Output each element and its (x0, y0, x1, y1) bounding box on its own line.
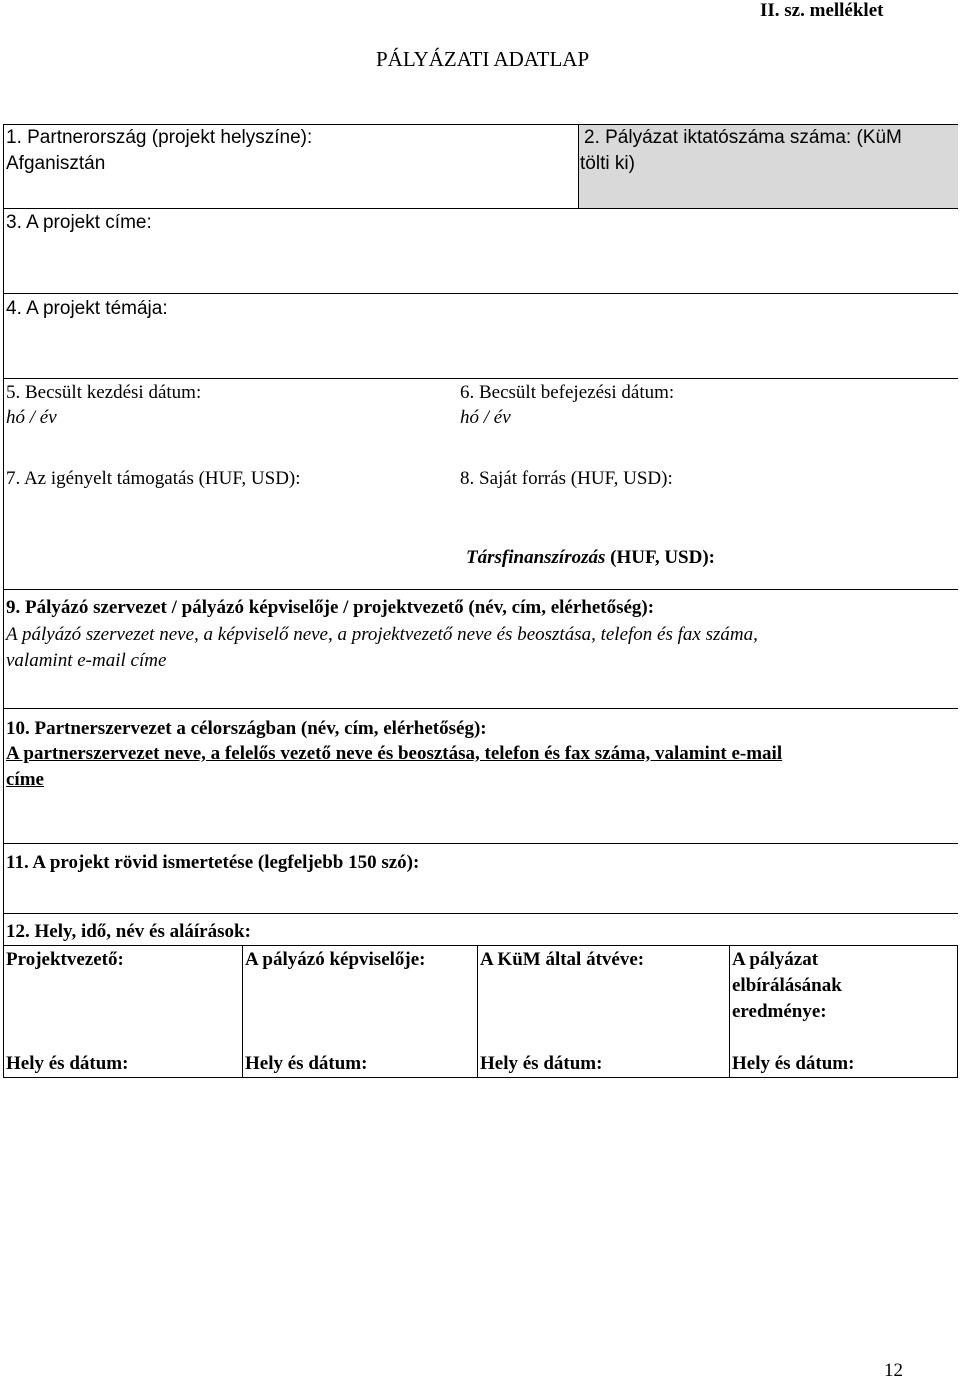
partner-org-hint-1: A partnerszervezet neve, a felelős vezető neve és beosztása, telefon és fax száma, valamint e-mail (6, 743, 783, 764)
partner-org-label: 10. Partnerszervezet a célországban (név, cím, elérhetőség): (6, 718, 487, 739)
column-divider (729, 945, 730, 1078)
applicant-hint-2: valamint e-mail címe (6, 650, 167, 671)
start-date-label: 5. Becsült kezdési dátum: (6, 382, 202, 403)
project-manager-label: Projektvezető: (6, 949, 124, 970)
column-divider (477, 945, 478, 1078)
applicant-label: 9. Pályázó szervezet / pályázó képviselője / projektvezető (név, cím, elérhetőség): (6, 597, 655, 618)
place-date-label: Hely és dátum: (480, 1053, 603, 1074)
requested-support-label: 7. Az igényelt támogatás (HUF, USD): (6, 468, 301, 489)
column-divider (242, 945, 243, 1078)
applicant-hint-1: A pályázó szervezet neve, a képviselő neve, a projektvezető neve és beosztása, telefon és fax száma, (6, 624, 758, 645)
partner-country-label: 1. Partnerország (projekt helyszíne): (6, 127, 313, 148)
project-summary-label: 11. A projekt rövid ismertetése (legfeljebb 150 szó): (6, 852, 420, 873)
registration-number-label-cont: tölti ki) (580, 153, 635, 174)
end-date-label: 6. Becsült befejezési dátum: (460, 382, 675, 403)
annex-label: II. sz. melléklet (760, 0, 884, 21)
project-title-label: 3. A projekt címe: (6, 212, 152, 233)
evaluation-result-label-2: elbírálásának (732, 975, 842, 996)
signatures-label: 12. Hely, idő, név és aláírások: (6, 921, 251, 942)
place-date-label: Hely és dátum: (245, 1053, 368, 1074)
row-divider (3, 708, 958, 709)
received-by-ministry-label: A KüM által átvéve: (480, 949, 645, 970)
cofinancing-label-italic: Társfinanszírozás (466, 547, 606, 568)
partner-org-hint-2: címe (6, 769, 44, 790)
project-topic-label: 4. A projekt témája: (6, 298, 168, 319)
column-divider (578, 124, 579, 209)
row-divider (3, 378, 958, 379)
evaluation-result-label-3: eredménye: (732, 1001, 827, 1022)
place-date-label: Hely és dátum: (732, 1053, 855, 1074)
evaluation-result-label-1: A pályázat (732, 949, 819, 970)
cofinancing-label-currency: (HUF, USD): (605, 547, 715, 568)
row-divider (3, 293, 958, 294)
form-table (3, 124, 958, 946)
row-divider (3, 843, 958, 844)
own-resources-label: 8. Saját forrás (HUF, USD): (460, 468, 673, 489)
end-date-hint: hó / év (460, 407, 511, 428)
page-number: 12 (884, 1360, 903, 1381)
cofinancing-label (466, 545, 715, 570)
start-date-hint: hó / év (6, 407, 57, 428)
row-divider (3, 589, 958, 590)
row-divider (3, 913, 958, 914)
applicant-representative-label: A pályázó képviselője: (245, 949, 426, 970)
form-title: PÁLYÁZATI ADATLAP (376, 47, 590, 71)
row-divider (3, 208, 958, 209)
registration-number-label: 2. Pályázat iktatószáma száma: (KüM (584, 127, 902, 148)
partner-country-value: Afganisztán (6, 153, 106, 174)
place-date-label: Hely és dátum: (6, 1053, 129, 1074)
